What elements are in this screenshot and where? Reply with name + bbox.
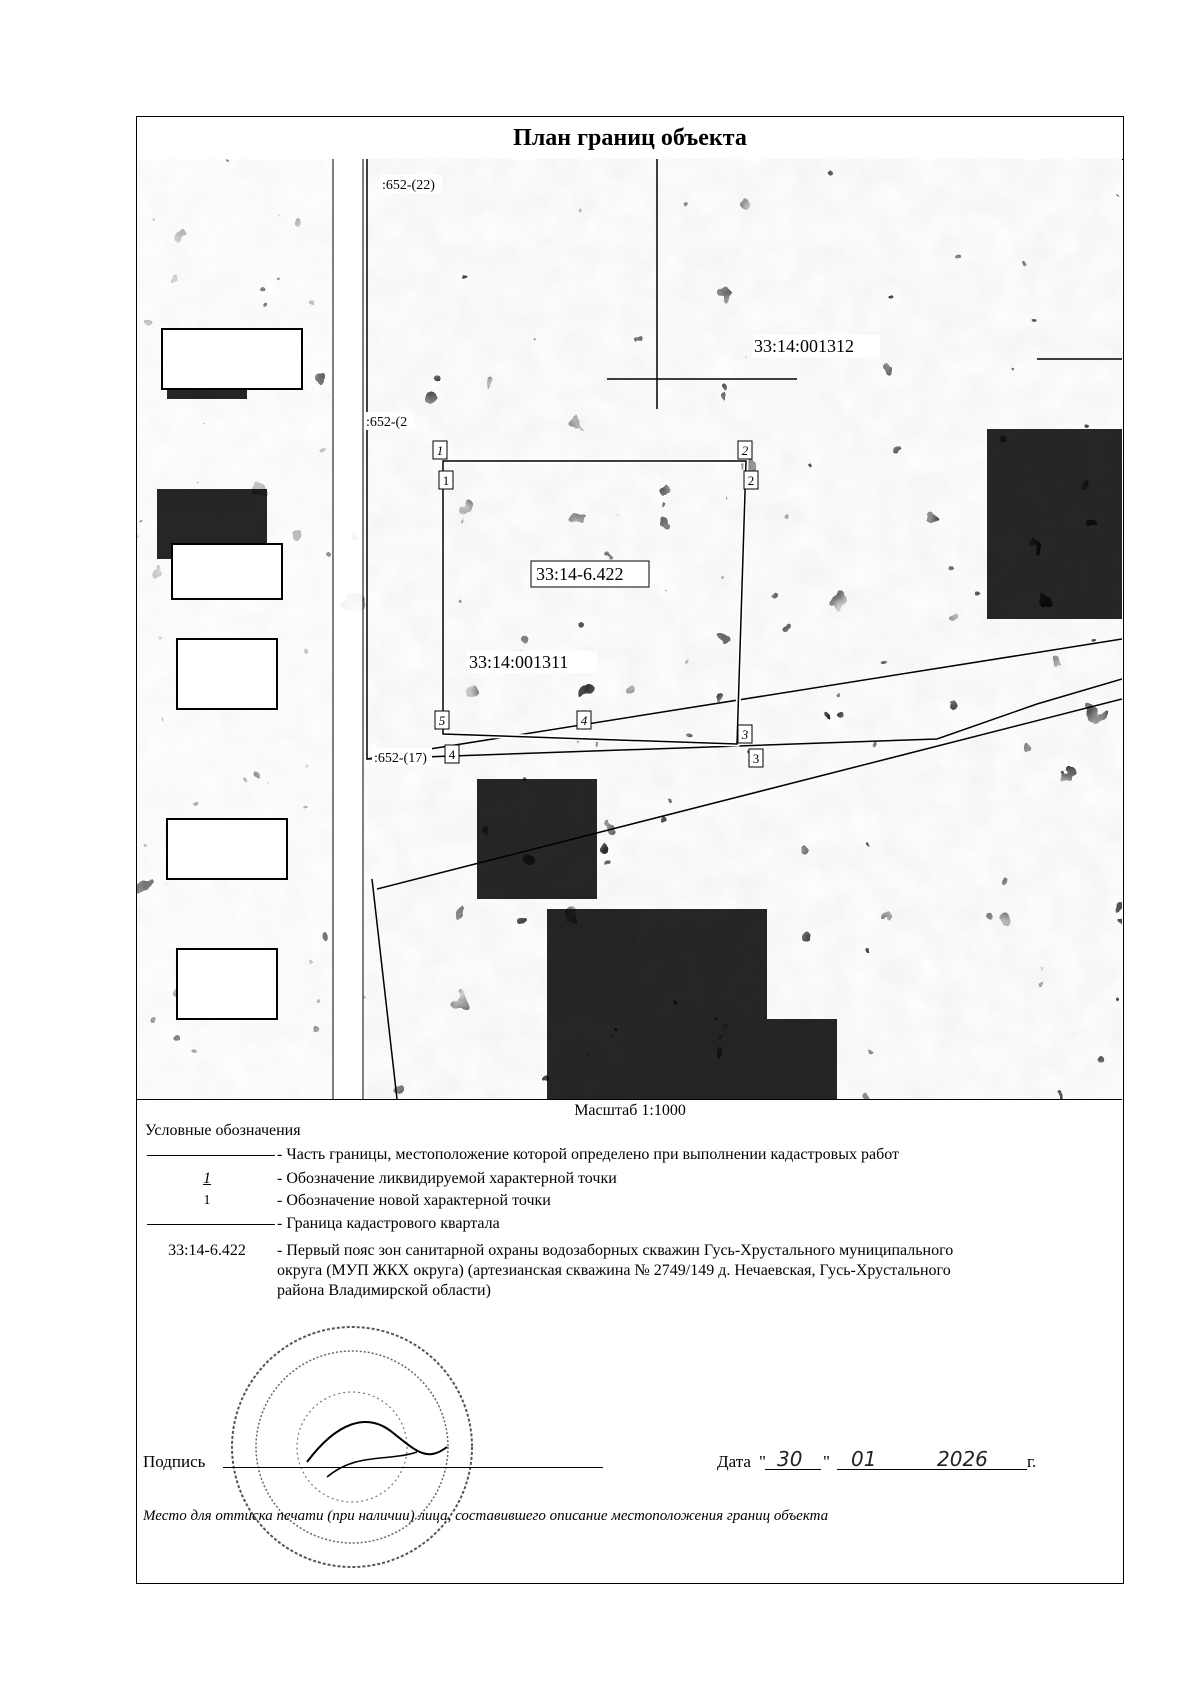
new-point-3: 3 bbox=[752, 751, 760, 766]
date-month-line bbox=[837, 1469, 1027, 1470]
parcel-label-652-2: :652-(2 bbox=[366, 415, 408, 430]
new-point-4: 4 bbox=[448, 747, 456, 762]
legend-text: - Обозначение ликвидируемой характерной точки bbox=[277, 1170, 617, 1187]
seal-stamp bbox=[217, 1312, 487, 1582]
date-day: 30 bbox=[777, 1447, 803, 1471]
date-day-line bbox=[765, 1469, 821, 1470]
date-quote-open: " bbox=[759, 1452, 766, 1471]
quarter-label-001312: 33:14:001312 bbox=[754, 336, 855, 356]
date-suffix: г. bbox=[1027, 1452, 1037, 1471]
parcel-label-652-22: :652-(22) bbox=[382, 178, 435, 193]
quarter-label-001311: 33:14:001311 bbox=[469, 652, 569, 672]
parcel-label-652-17: :652-(17) bbox=[374, 751, 427, 766]
legend-title: Условные обозначения bbox=[145, 1122, 301, 1139]
stamp-note: Место для оттиска печати (при наличии) лица, составившего описание местоположения границ объекта bbox=[143, 1508, 829, 1524]
legend-text: - Обозначение новой характерной точки bbox=[277, 1192, 551, 1209]
zone-label: 33:14-6.422 bbox=[536, 564, 624, 584]
new-point-1: 1 bbox=[442, 473, 450, 488]
document-frame bbox=[136, 116, 1124, 1584]
new-point-2: 2 bbox=[747, 473, 755, 488]
date-quote-close: " bbox=[823, 1452, 830, 1471]
page-title: План границ объекта bbox=[137, 117, 1123, 160]
signature-line bbox=[223, 1467, 603, 1468]
legend-symbol-line bbox=[147, 1224, 275, 1225]
old-point-2: 2 bbox=[741, 443, 749, 458]
legend-symbol-line bbox=[147, 1155, 275, 1156]
date-year: 2026 bbox=[937, 1447, 988, 1471]
legend-symbol-new-point: 1 bbox=[203, 1193, 211, 1208]
date-month: 01 bbox=[851, 1447, 877, 1471]
cadastral-map bbox=[137, 159, 1122, 1100]
legend-symbol-old-point: 1 bbox=[203, 1170, 211, 1187]
old-point-4: 4 bbox=[580, 713, 588, 728]
legend-text: - Первый пояс зон санитарной охраны водозаборных скважин Гусь-Хрустального муниципального округа (МУП ЖКХ округа) (артезианская скважина № 2749/149 д. Нечаевская, Гусь-Хрустального района Владимирской области) bbox=[277, 1242, 954, 1299]
date-label: Дата bbox=[717, 1452, 751, 1471]
road-vertical bbox=[333, 159, 363, 1099]
legend-text: - Граница кадастрового квартала bbox=[277, 1215, 500, 1232]
old-point-1: 1 bbox=[436, 443, 444, 458]
legend-symbol-zone: 33:14-6.422 bbox=[168, 1242, 246, 1259]
signature-label: Подпись bbox=[143, 1452, 206, 1471]
map-scale: Масштаб 1:1000 bbox=[574, 1102, 686, 1119]
legend-text: - Часть границы, местоположение которой определено при выполнении кадастровых работ bbox=[277, 1146, 899, 1163]
old-point-5: 5 bbox=[438, 713, 446, 728]
old-point-3: 3 bbox=[741, 727, 749, 742]
